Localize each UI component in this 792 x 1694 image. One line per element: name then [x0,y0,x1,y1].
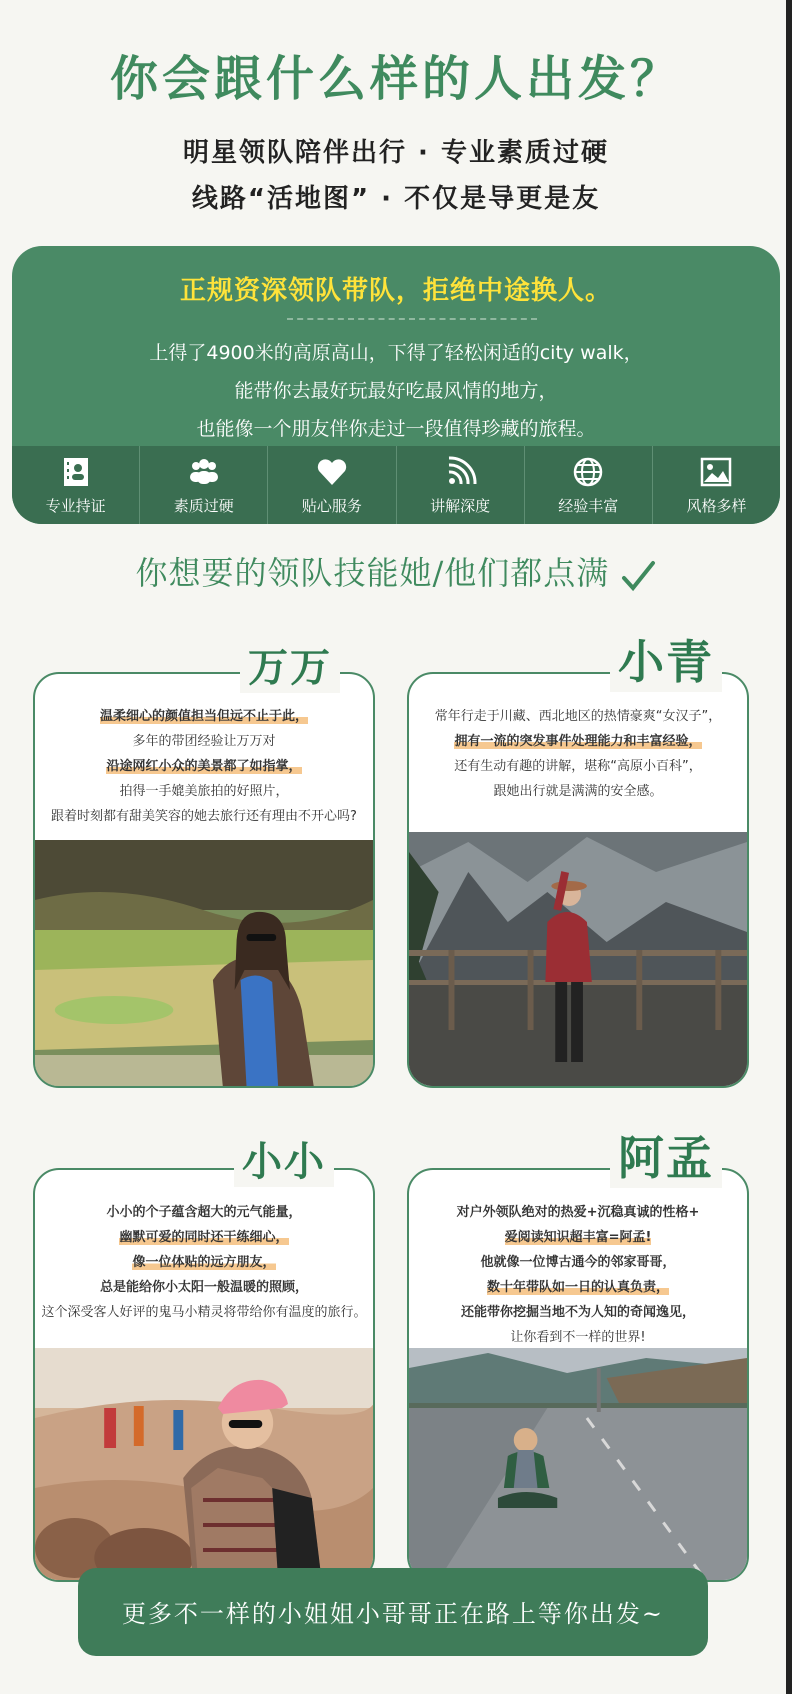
guide-card-ameng [407,1168,749,1582]
feature-label: 素质过硬 [173,496,234,515]
leader-intro-box [12,246,780,524]
group-icon [187,455,221,489]
guide-line: 幽默可爱的同时还干练细心， [119,1230,289,1245]
skills-heading [0,548,792,594]
guide-line: 他就像一位博古通今的邻家哥哥， [480,1255,676,1270]
guide-photo [409,832,747,1086]
feature-service [268,446,396,524]
guide-line: 数十年带队如一日的认真负责， [486,1280,669,1295]
feature-label: 贴心服务 [301,496,362,515]
intro-line: 上得了4900米的高原高山，下得了轻松闲适的city walk， [149,342,643,364]
guide-line: 总是能给你小太阳一般温暖的照顾， [99,1280,308,1295]
heart-icon [315,455,349,489]
guide-line: 像一位体贴的远方朋友， [132,1255,276,1270]
guide-line: 跟她出行就是满满的安全感。 [493,784,663,799]
guide-line: 跟着时刻都有甜美笑容的她去旅行还有理由不开心吗? [51,809,357,824]
guide-description [409,704,747,804]
feature-icon-bar [12,446,780,524]
feature-label: 风格多样 [686,496,747,515]
guide-photo [35,840,373,1086]
guide-line: 爱阅读知识超丰富=阿孟! [504,1230,652,1245]
guide-line: 这个深受客人好评的鬼马小精灵将带给你有温度的旅行。 [41,1305,367,1320]
intro-heading: 正规资深领队带队，拒绝中途换人。 [179,276,612,306]
guide-name: 阿孟 [610,1122,722,1188]
guide-line: 温柔细心的颜值担当但远不止于此， [99,709,308,724]
subtitle-line-2: 线路“活地图” · 不仅是导更是友 [191,184,601,214]
picture-icon [699,455,733,489]
guide-card-xiaoqing [407,672,749,1088]
guide-line: 常年行走于川藏、西北地区的热情豪爽“女汉子”， [434,709,722,724]
feature-certified [12,446,140,524]
feature-style [653,446,780,524]
guide-line: 还能带你挖掘当地不为人知的奇闻逸见， [460,1305,695,1320]
page-edge [786,0,792,1694]
banner-text: 更多不一样的小姐姐小哥哥正在路上等你出发~ [121,1600,665,1628]
guide-line: 让你看到不一样的世界! [510,1330,646,1345]
guide-line: 拍得一手媲美旅拍的好照片， [119,784,289,799]
guide-name: 小小 [234,1130,334,1187]
skills-heading-text: 你想要的领队技能她/他们都点满 [135,554,610,592]
guide-card-wanwan [33,672,375,1088]
subtitle-line-1: 明星领队陪伴出行 · 专业素质过硬 [183,138,609,168]
guide-photo [409,1348,747,1580]
guide-line: 拥有一流的突发事件处理能力和丰富经验， [454,734,702,749]
guide-name: 小青 [610,626,722,692]
signal-icon [443,455,477,489]
guide-line: 对户外领队绝对的热爱+沉稳真诚的性格+ [456,1205,700,1220]
intro-line: 能带你去最好玩最好吃最风情的地方， [234,380,558,402]
guide-description [35,1200,373,1325]
intro-line: 也能像一个朋友伴你走过一段值得珍藏的旅程。 [196,418,596,440]
guide-card-xiaoxiao [33,1168,375,1582]
page-title: 你会跟什么样的人出发？ [109,51,682,107]
feature-label: 讲解深度 [430,496,491,515]
feature-label: 经验丰富 [558,496,619,515]
guide-photo [35,1348,373,1580]
guide-line: 多年的带团经验让万万对 [132,734,276,749]
guide-description [409,1200,747,1350]
feature-depth [397,446,525,524]
bottom-banner [78,1568,708,1656]
guide-line: 小小的个子蕴含超大的元气能量， [106,1205,302,1220]
feature-experience [525,446,653,524]
guide-description [35,704,373,829]
divider [287,318,537,320]
id-card-icon [59,455,93,489]
guide-name: 万万 [240,636,340,693]
feature-quality [140,446,268,524]
feature-label: 专业持证 [45,496,106,515]
checkmark-icon [620,558,656,594]
guide-line: 还有生动有趣的讲解，堪称“高原小百科”， [454,759,702,774]
globe-icon [571,455,605,489]
guide-line: 沿途网红小众的美景都了如指掌， [106,759,302,774]
